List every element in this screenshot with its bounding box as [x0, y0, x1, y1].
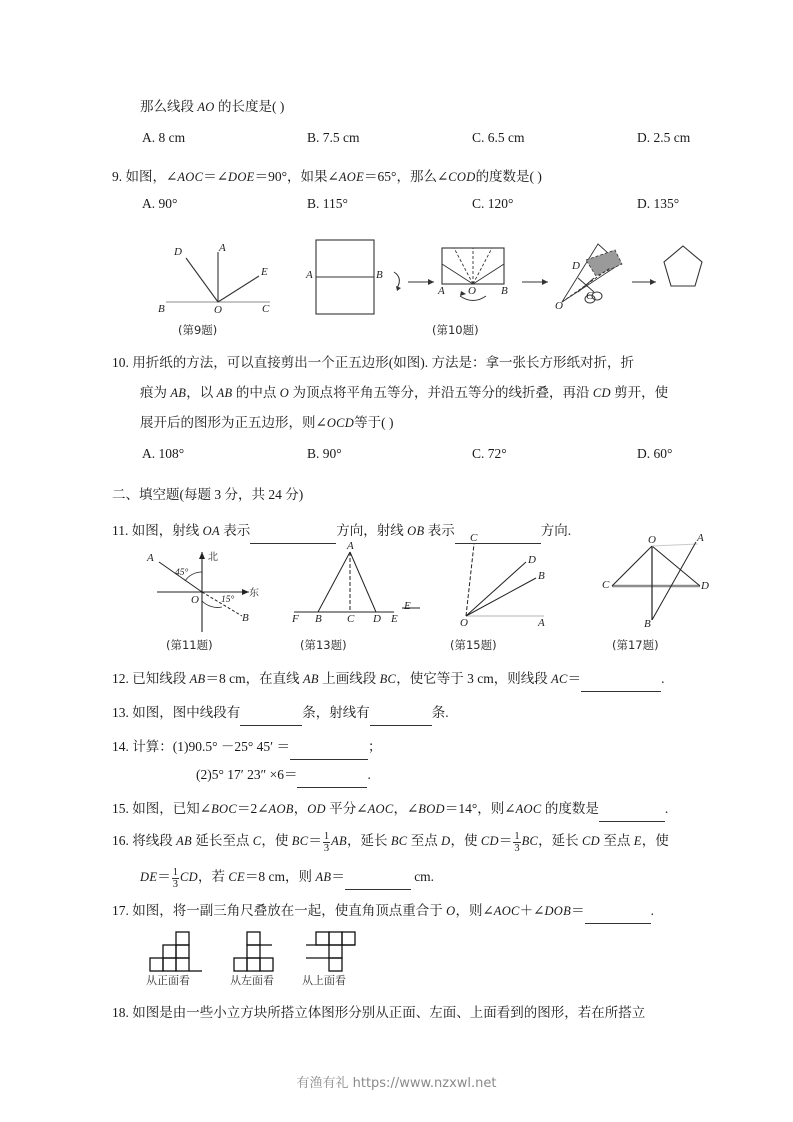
q16-l2-1: ＝	[157, 869, 171, 884]
q12-answer-blank[interactable]	[581, 677, 661, 692]
q9-part-7: COD	[448, 170, 476, 184]
q10-l3-pre: 展开后的图形为正五边形，则∠	[140, 415, 327, 430]
q10-l2-o: O	[279, 386, 290, 400]
question-18-caption-front: 从正面看	[146, 974, 190, 987]
q14-item2-tail: .	[367, 767, 371, 782]
question-9-stem	[112, 164, 542, 190]
question-8-stem	[140, 94, 284, 120]
q10-option-d[interactable]: D. 60°	[637, 446, 673, 461]
question-10-line2	[140, 380, 668, 406]
q16-l1-9: BC	[390, 834, 408, 848]
q12-p2: ＝8 cm，在直线	[205, 671, 303, 686]
q14-number: 14.	[112, 739, 129, 754]
q17-label-B: B	[644, 618, 651, 630]
q16-number: 16.	[112, 833, 129, 848]
q9-label-E: E	[261, 266, 268, 278]
question-10-figure-caption: (第10题)	[432, 323, 479, 337]
q10-l2-ab2: AB	[216, 386, 233, 400]
q17-label-A: A	[697, 532, 704, 544]
q11-post: 方向.	[540, 523, 572, 538]
section-2-heading: 二、填空题(每题 3 分，共 24 分)	[112, 487, 304, 502]
q16-l1-12: ，使	[450, 833, 481, 848]
q9-option-d[interactable]: D. 135°	[637, 196, 680, 211]
q11-var-oa: OA	[202, 524, 220, 538]
question-15-figure-caption: (第15题)	[450, 638, 497, 652]
q16-l1-6: ＝	[308, 833, 322, 848]
q10-l3-var: OCD	[326, 416, 355, 430]
q10-option-c[interactable]: C. 72°	[472, 446, 507, 461]
q10-label-A1: A	[306, 269, 313, 281]
q15-tail: .	[664, 801, 669, 816]
question-16-line2	[140, 864, 434, 890]
q16-l1-4: ，使	[261, 833, 292, 848]
question-9-figure	[158, 240, 278, 320]
q8-option-a[interactable]: A. 8 cm	[142, 130, 186, 145]
q11-label-O: O	[191, 594, 199, 606]
question-17-stem	[112, 898, 654, 924]
q13-number: 13.	[112, 705, 129, 720]
q13-label-E: E	[391, 613, 398, 625]
q8-option-d[interactable]: D. 2.5 cm	[637, 130, 691, 145]
question-11-figure	[145, 544, 265, 636]
q12-p5: BC	[379, 672, 397, 686]
q15-label-E: E	[404, 600, 411, 612]
q9-part-5: AOE	[338, 170, 365, 184]
q10-l2-a: 痕为	[140, 385, 171, 400]
q13-pre: 如图，图中线段有	[132, 705, 241, 720]
q11-blank-1[interactable]	[250, 529, 336, 544]
q16-l1-0: 将线段	[132, 833, 177, 848]
q17-p3: AOC	[493, 904, 520, 918]
question-13-figure-caption: (第13题)	[300, 638, 347, 652]
q14-item1-tail: ；	[368, 739, 382, 754]
q9-option-b[interactable]: B. 115°	[307, 196, 348, 211]
q10-l2-cd: CD	[592, 386, 611, 400]
q16-fraction-2: $\frac{1}{3}$	[514, 830, 520, 854]
q11-var-ob: OB	[407, 524, 425, 538]
question-15-stem	[112, 796, 668, 822]
q10-label-O2: O	[555, 300, 563, 312]
q11-mid3: 表示	[424, 523, 455, 538]
q12-p4: 上画线段	[318, 671, 380, 686]
q17-p4: ＋∠	[519, 903, 545, 918]
q17-label-C: C	[602, 579, 610, 591]
question-13-figure	[290, 540, 400, 628]
q16-l1-1: AB	[176, 834, 192, 848]
q15-p6: 平分∠	[325, 801, 368, 816]
q16-fraction-1: $\frac{1}{3}$	[323, 830, 330, 854]
q8-stem-pre: 那么线段	[140, 99, 198, 114]
q8-segment-var: AO	[197, 100, 215, 114]
q16-l2-6: AB	[315, 870, 332, 884]
q10-l2-c: 的中点	[232, 385, 280, 400]
q9-part-8: 的度数是( )	[475, 169, 542, 184]
q15-label-C: C	[470, 532, 478, 544]
q10-label-A2: A	[438, 285, 445, 297]
q15-label-D: D	[528, 554, 536, 566]
q16-l1-19: E	[633, 834, 642, 848]
q17-label-D: D	[701, 580, 709, 592]
q15-p12: 的度数是	[541, 801, 599, 816]
q16-fraction-3: $\frac{1}{3}$	[172, 866, 179, 890]
q13-mid: 条，射线有	[302, 705, 370, 720]
q16-l2-3: ，若	[197, 869, 229, 884]
q13-label-B: B	[315, 613, 322, 625]
question-10-line1	[112, 350, 634, 376]
question-10-options	[142, 446, 762, 462]
q9-number: 9.	[112, 169, 123, 184]
q15-p11: AOC	[515, 802, 542, 816]
q10-l2-ab1: AB	[170, 386, 187, 400]
q16-l1-18: 至点	[600, 833, 634, 848]
q15-p2: ＝2∠	[236, 801, 269, 816]
q11-label-A: A	[147, 552, 154, 564]
q11-number: 11.	[112, 523, 129, 538]
q14-item-1: (1)90.5° －25° 45′ ＝	[172, 739, 290, 754]
q16-l1-8: ，延长	[346, 833, 391, 848]
question-14-item2	[196, 762, 371, 788]
question-17-figure	[600, 532, 712, 630]
q15-number: 15.	[112, 801, 129, 816]
q18-text: 如图是由一些小立方块所搭立体图形分别从正面、左面、上面看到的图形，若在所搭立	[132, 1005, 646, 1020]
q14-blank-1[interactable]	[290, 745, 368, 760]
q9-option-c[interactable]: C. 120°	[472, 196, 514, 211]
footer-watermark: 有渔有礼 https://www.nzxwl.net	[296, 1076, 497, 1091]
q12-p1: AB	[189, 672, 206, 686]
q10-label-O1: O	[468, 285, 476, 297]
q17-p6: ＝	[571, 903, 585, 918]
q11-mid2: 方向，射线	[336, 523, 408, 538]
q18-number: 18.	[112, 1005, 129, 1020]
q16-l2-0: DE	[140, 870, 158, 884]
q12-p0: 已知线段	[132, 671, 190, 686]
q12-p3: AB	[303, 672, 319, 686]
q12-p7: AC	[551, 672, 568, 686]
q16-l2-4: CE	[228, 870, 245, 884]
q11-label-B: B	[242, 612, 249, 624]
q9-label-B: B	[158, 303, 165, 315]
q17-p5: DOB	[544, 904, 572, 918]
q13-label-D: D	[373, 613, 381, 625]
q10-number: 10.	[112, 355, 129, 370]
q16-l2-7: ＝	[331, 869, 345, 884]
q12-p6: ，使它等于 3 cm，则线段	[396, 671, 552, 686]
q16-l1-17: CD	[582, 834, 601, 848]
question-9-figure-caption: (第9题)	[178, 323, 218, 337]
q16-l2-5: ＝8 cm，则	[244, 869, 316, 884]
q17-p2: ，则∠	[455, 903, 494, 918]
q17-number: 17.	[112, 903, 129, 918]
q15-label-O: O	[460, 617, 468, 629]
q16-l1-15: BC	[521, 834, 539, 848]
q12-p8: ＝	[567, 671, 582, 686]
q14-label: 计算：	[132, 739, 173, 754]
question-18-caption-left: 从左面看	[230, 974, 274, 987]
question-10-figure	[306, 238, 700, 320]
q9-option-a[interactable]: A. 90°	[142, 196, 178, 211]
q17-tail: .	[650, 903, 654, 918]
q8-stem-post: 的长度是( )	[214, 99, 285, 114]
q14-item-2: (2)5° 17′ 23″ ×6＝	[196, 767, 298, 782]
q11-pre: 如图，射线	[131, 523, 203, 538]
q11-label-15deg: 15°	[221, 595, 235, 605]
question-10-line3	[140, 410, 393, 436]
q15-p10: ＝14°，则∠	[444, 801, 516, 816]
q10-l2-e: 剪开，使	[610, 385, 669, 400]
q9-label-O: O	[214, 304, 222, 316]
q10-label-D: D	[572, 260, 580, 272]
q10-l3-post: 等于( )	[354, 415, 394, 430]
q16-l2-tail: cm.	[410, 869, 435, 884]
q13-label-F: F	[292, 613, 299, 625]
q9-part-4: ＝90°，如果∠	[254, 169, 339, 184]
q11-mid1: 表示	[219, 523, 251, 538]
question-18-view-front	[148, 928, 206, 972]
q16-l1-10: 至点	[407, 833, 442, 848]
q17-answer-blank[interactable]	[585, 909, 651, 924]
q17-p1: O	[446, 904, 456, 918]
question-18-view-top	[304, 928, 370, 974]
q16-l1-16: ，延长	[538, 833, 583, 848]
q15-answer-blank[interactable]	[599, 807, 665, 822]
q11-label-45deg: 45°	[175, 568, 189, 578]
q8-option-b[interactable]: B. 7.5 cm	[307, 130, 360, 145]
question-18-stem	[112, 1000, 645, 1026]
q10-option-b[interactable]: B. 90°	[307, 446, 342, 461]
q10-label-C: C	[586, 290, 594, 302]
q15-p9: BOD	[418, 802, 445, 816]
q10-option-a[interactable]: A. 108°	[142, 446, 185, 461]
q16-l1-2: 延长至点	[192, 833, 253, 848]
q16-l1-20: ，使	[641, 833, 669, 848]
question-8-options	[142, 130, 762, 146]
question-17-figure-caption: (第17题)	[612, 638, 659, 652]
q12-tail: .	[661, 671, 665, 686]
q16-l1-14: ＝	[498, 833, 513, 848]
q16-l1-11: D	[441, 834, 451, 848]
q12-number: 12.	[112, 671, 129, 686]
question-11-figure-caption: (第11题)	[166, 638, 213, 652]
q15-p7: AOC	[367, 802, 394, 816]
q14-blank-2[interactable]	[297, 773, 367, 788]
q17-p0: 如图，将一副三角尺叠放在一起，使直角顶点重合于	[132, 903, 447, 918]
question-14-stem	[112, 734, 382, 760]
q16-l1-7: AB	[331, 834, 347, 848]
question-13-stem	[112, 700, 449, 726]
q9-part-6: ＝65°，那么∠	[364, 169, 449, 184]
question-9-options	[142, 196, 762, 212]
q15-p3: AOB	[268, 802, 294, 816]
q10-label-B1: B	[376, 269, 383, 281]
q15-p4: ，	[293, 801, 308, 816]
q17-label-O: O	[648, 534, 656, 546]
q9-label-C: C	[262, 303, 270, 315]
question-16-line1	[112, 828, 669, 854]
q9-label-D: D	[174, 246, 182, 258]
question-18-caption-top: 从上面看	[302, 974, 346, 987]
q10-label-B2: B	[501, 285, 508, 297]
q10-l2-b: ，以	[186, 385, 217, 400]
q16-l2-2: CD	[180, 870, 198, 884]
q13-post: 条.	[431, 705, 449, 720]
q8-option-c[interactable]: C. 6.5 cm	[472, 130, 525, 145]
q11-label-north: 北	[208, 552, 218, 563]
q15-p5: OD	[307, 802, 326, 816]
question-18-view-left	[232, 928, 284, 972]
q16-l1-3: C	[252, 834, 262, 848]
q9-part-0: 如图，∠	[125, 169, 178, 184]
q9-part-1: AOC	[177, 170, 204, 184]
q13-label-A: A	[347, 540, 354, 552]
q11-label-east: 东	[249, 588, 259, 599]
q16-l1-5: BC	[291, 834, 309, 848]
q10-line1-text: 用折纸的方法，可以直接剪出一个正五边形(如图). 方法是：拿一张长方形纸对折，折	[132, 355, 634, 370]
q13-blank-1[interactable]	[240, 711, 302, 726]
q9-label-A: A	[219, 242, 226, 254]
q15-label-A: A	[538, 617, 545, 629]
q9-part-2: ＝∠	[203, 169, 229, 184]
q15-p1: BOC	[211, 802, 237, 816]
q15-p8: ，∠	[393, 801, 419, 816]
q9-part-3: DOE	[228, 170, 255, 184]
q10-l2-d: 为顶点将平角五等分，并沿五等分的线折叠，再沿	[289, 385, 593, 400]
q15-p0: 如图，已知∠	[132, 801, 212, 816]
q16-answer-blank[interactable]	[345, 875, 411, 890]
q16-l1-13: CD	[480, 834, 499, 848]
question-12-stem	[112, 666, 665, 692]
q15-label-B: B	[538, 570, 545, 582]
q13-label-C: C	[347, 613, 355, 625]
q13-blank-2[interactable]	[370, 711, 432, 726]
question-15-figure	[404, 532, 555, 629]
